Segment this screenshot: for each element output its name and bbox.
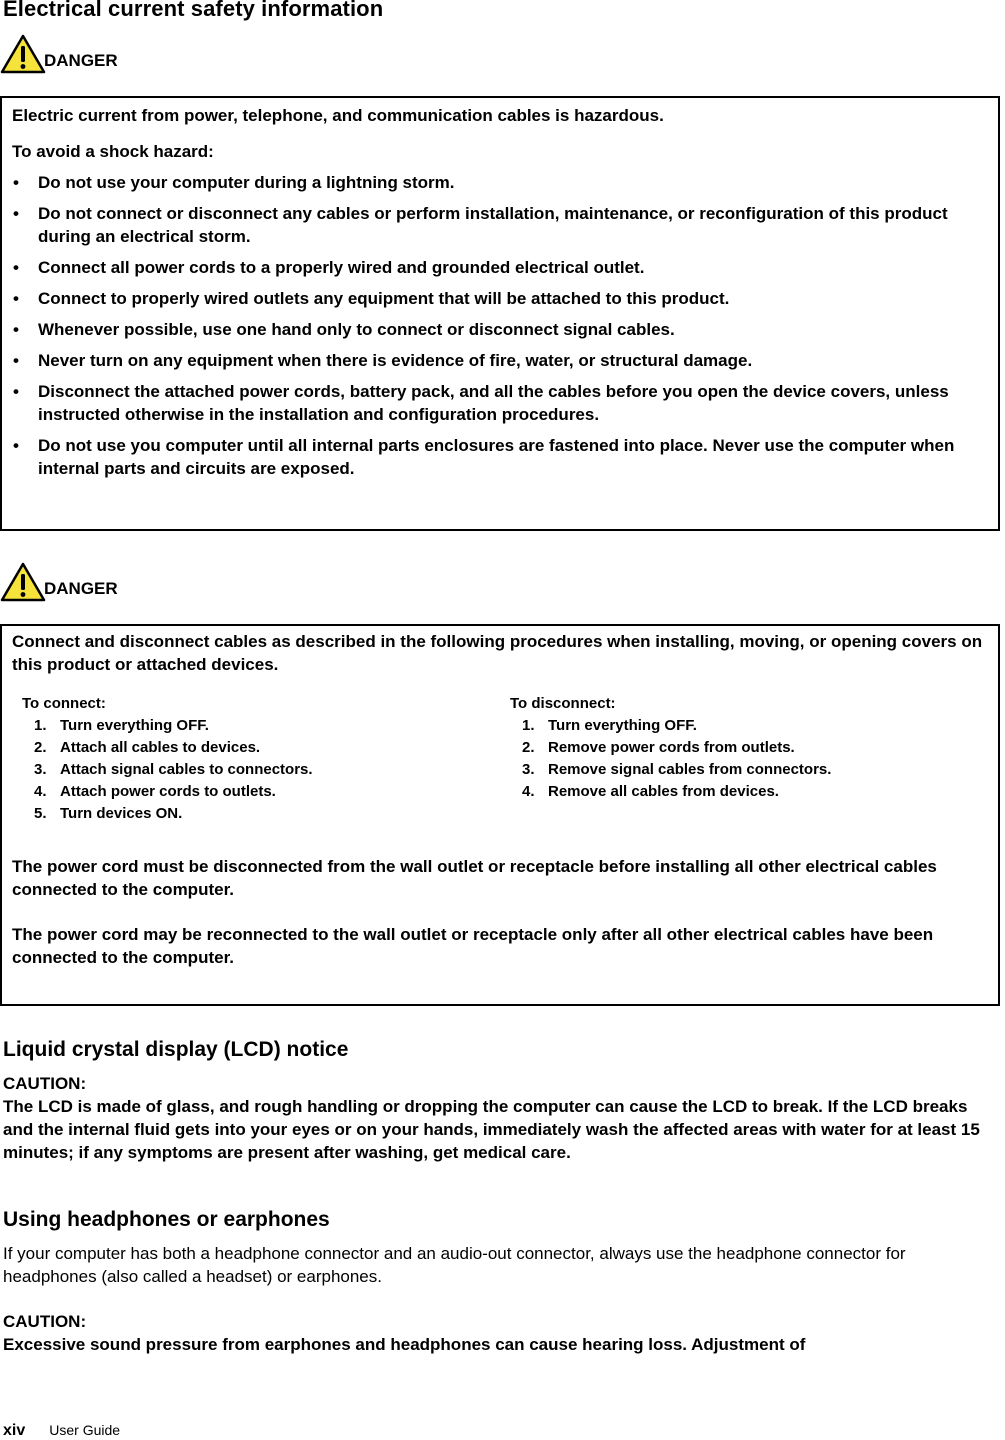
list-item: • Disconnect the attached power cords, battery pack, and all the cables before you open the device covers, unless instructed otherwise in the installation and configuration procedures.: [12, 380, 988, 426]
list-item: • Do not use your computer during a lightning storm.: [12, 171, 988, 194]
list-item: • Never turn on any equipment when there is evidence of fire, water, or structural damage.: [12, 349, 988, 372]
list-item: 1. Turn everything OFF.: [34, 717, 209, 734]
warning-triangle-icon: [0, 562, 46, 602]
danger-box-1: [0, 96, 1000, 531]
danger-label: DANGER: [44, 51, 118, 70]
lcd-caution-text: The LCD is made of glass, and rough handling or dropping the computer can cause the LCD to break. If the LCD breaks and the internal fluid gets into your eyes or on your hands, immediately wash the affected areas with water for at least 15 minutes; if any symptoms are present after washing, get medical care.: [3, 1097, 980, 1162]
caution-label: CAUTION:: [3, 1074, 87, 1093]
list-item: • Whenever possible, use one hand only to connect or disconnect signal cables.: [12, 318, 988, 341]
disconnect-heading: To disconnect:: [510, 695, 616, 712]
danger-box-2: [0, 624, 1000, 1006]
power-cord-note-1: The power cord must be disconnected from the wall outlet or receptacle before installing all other electrical cables connected to the computer.: [12, 857, 937, 899]
danger-heading-1: [0, 34, 118, 74]
list-item: 3. Remove signal cables from connectors.: [522, 761, 832, 778]
disconnect-column: [500, 693, 988, 825]
caution-label: CAUTION:: [3, 1312, 87, 1331]
power-cord-note-2: The power cord may be reconnected to the wall outlet or receptacle only after all other electrical cables have been connected to the computer.: [12, 925, 934, 967]
list-item: 4. Attach power cords to outlets.: [34, 783, 276, 800]
shock-intro: To avoid a shock hazard:: [12, 142, 214, 161]
connect-heading: To connect:: [22, 695, 106, 712]
danger-label: DANGER: [44, 579, 118, 598]
connect-steps: [22, 715, 500, 825]
headphones-caution: [3, 1310, 1001, 1356]
page-number: xiv: [3, 1422, 26, 1439]
list-item: • Connect all power cords to a properly wired and grounded electrical outlet.: [12, 256, 988, 279]
page-footer: [3, 1422, 120, 1440]
list-item: 2. Attach all cables to devices.: [34, 739, 261, 756]
warning-triangle-icon: [0, 34, 46, 74]
headphones-caution-text: Excessive sound pressure from earphones and headphones can cause hearing loss. Adjustment of: [3, 1335, 806, 1354]
danger-heading-2: [0, 562, 118, 602]
lcd-heading: Liquid crystal display (LCD) notice: [3, 1038, 349, 1061]
headphones-body: If your computer has both a headphone connector and an audio-out connector, always use the headphone connector for headphones (also called a headset) or earphones.: [3, 1244, 906, 1286]
list-item: 4. Remove all cables from devices.: [522, 783, 779, 800]
footer-doc-title: User Guide: [49, 1422, 121, 1438]
list-item: • Connect to properly wired outlets any equipment that will be attached to this product.: [12, 287, 988, 310]
list-item: • Do not use you computer until all internal parts enclosures are fastened into place. Never use the computer when internal parts and circuits are exposed.: [12, 434, 988, 480]
danger-lead: Electric current from power, telephone, and communication cables is hazardous.: [12, 106, 664, 125]
disconnect-steps: [510, 715, 988, 803]
headphones-heading: Using headphones or earphones: [3, 1208, 330, 1231]
list-item: 2. Remove power cords from outlets.: [522, 739, 795, 756]
list-item: 5. Turn devices ON.: [34, 805, 183, 822]
list-item: 1. Turn everything OFF.: [522, 717, 697, 734]
cable-procedure-lead: Connect and disconnect cables as described in the following procedures when installing, moving, or opening covers on this product or attached devices.: [12, 632, 983, 674]
list-item: 3. Attach signal cables to connectors.: [34, 761, 313, 778]
page-title: Electrical current safety information: [3, 0, 384, 21]
lcd-caution: [3, 1072, 1001, 1164]
connect-column: [12, 693, 500, 825]
procedure-columns: [12, 693, 988, 825]
safety-bullets: [12, 171, 988, 480]
list-item: • Do not connect or disconnect any cables or perform installation, maintenance, or reconfiguration of this product during an electrical storm.: [12, 202, 988, 248]
